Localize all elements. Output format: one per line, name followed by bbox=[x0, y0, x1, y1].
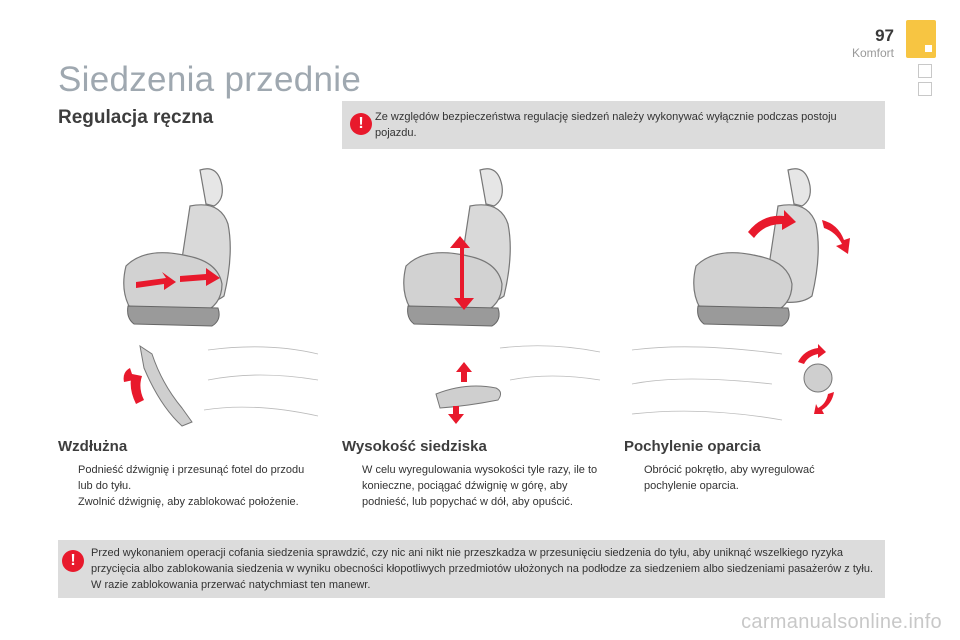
list-item: Zwolnić dźwignię, aby zablokować położenie. bbox=[78, 496, 299, 508]
page-title: Siedzenia przednie bbox=[58, 60, 362, 99]
warning-exclamation-icon: ! bbox=[350, 113, 372, 135]
section-tab-3[interactable] bbox=[918, 82, 932, 96]
column-list-backrest bbox=[624, 462, 864, 494]
warning-text-bottom: Przed wykonaniem operacji cofania siedzenia sprawdzić, czy nic ani nikt nie przeszkadza w przesunięciu siedzenia do tyłu, aby uniknąć wszelkiego ryzyka przycięcia albo zablokowania siedzenia w wyniku obecności kłopotliwych przedmiotów ułożonych na podłodze za siedzeniem albo siedzeniami pasażerów z tyłu. W razie zablokowania przerwać natychmiast ten manewr. bbox=[91, 547, 874, 591]
column-title-backrest: Pochylenie oparcia bbox=[624, 438, 761, 455]
seat-illustration-height bbox=[398, 158, 528, 338]
section-tab-active[interactable] bbox=[906, 20, 936, 58]
watermark: carmanualsonline.info bbox=[741, 611, 942, 633]
tab-dot-icon bbox=[925, 45, 932, 52]
seat-lever-illustration-height bbox=[340, 340, 602, 435]
section-name: Komfort bbox=[851, 46, 894, 60]
list-item: Obrócić pokrętło, aby wyregulować pochylenie oparcia. bbox=[644, 464, 815, 492]
seat-illustration-backrest bbox=[688, 158, 858, 338]
column-title-longitudinal: Wzdłużna bbox=[58, 438, 128, 455]
warning-text-top: Ze względów bezpieczeństwa regulację siedzeń należy wykonywać wyłącznie podczas postoju pojazdu. bbox=[375, 111, 837, 139]
page-number: 97 bbox=[875, 26, 894, 45]
warning-box-top bbox=[342, 101, 885, 149]
seat-knob-illustration-backrest bbox=[622, 340, 884, 435]
page-subtitle: Regulacja ręczna bbox=[58, 107, 214, 128]
seat-illustration-longitudinal bbox=[118, 158, 248, 338]
section-tab-2[interactable] bbox=[918, 64, 932, 78]
warning-exclamation-icon: ! bbox=[62, 550, 84, 572]
column-list-longitudinal bbox=[58, 462, 308, 510]
warning-box-bottom bbox=[58, 540, 885, 598]
list-item: W celu wyregulowania wysokości tyle razy, ile to konieczne, pociągać dźwignię w górę, aby podnieść, lub popychać w dół, aby opuścić. bbox=[362, 464, 598, 508]
column-list-height bbox=[342, 462, 604, 510]
list-item: Podnieść dźwignię i przesunąć fotel do przodu lub do tyłu. bbox=[78, 464, 305, 492]
column-title-height: Wysokość siedziska bbox=[342, 438, 487, 455]
seat-lever-illustration-longitudinal bbox=[58, 340, 320, 435]
